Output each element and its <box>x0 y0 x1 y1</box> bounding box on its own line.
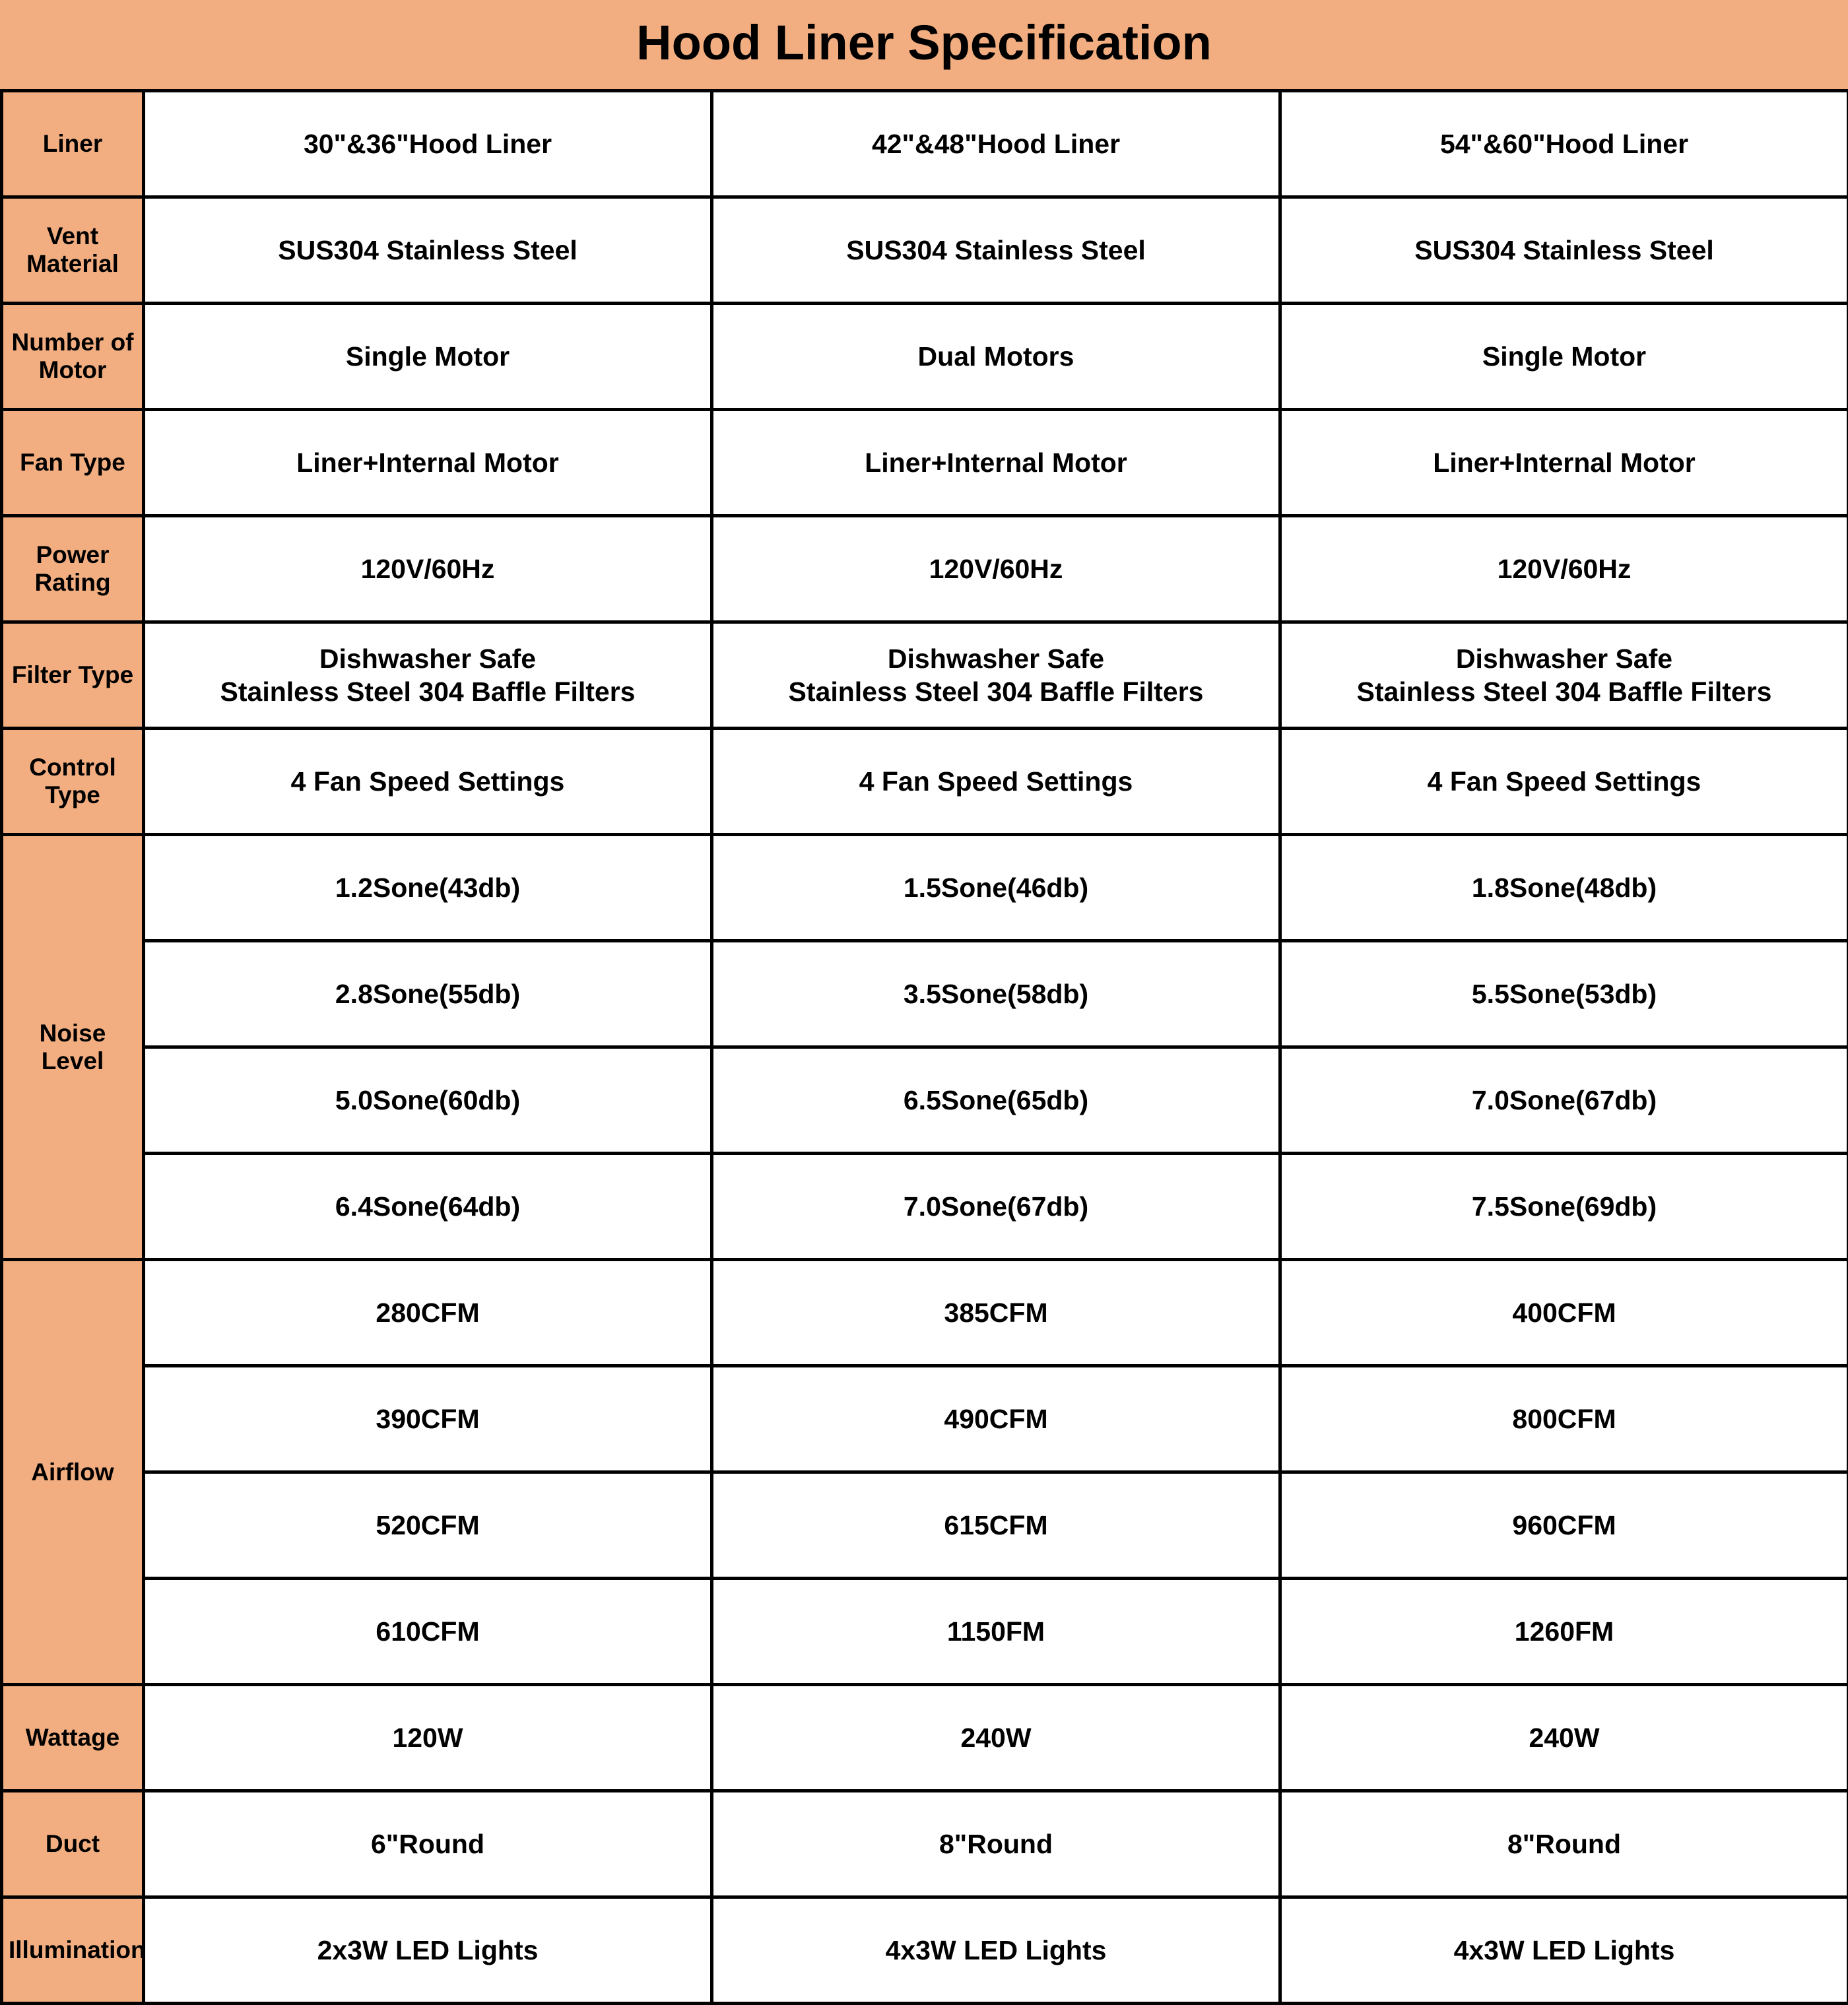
cell-liner-col1: 30"&36"Hood Liner <box>144 91 712 197</box>
cell-noise-3-col3: 7.0Sone(67db) <box>1280 1047 1848 1154</box>
cell-duct-col3: 8"Round <box>1280 1791 1848 1897</box>
cell-filter-type-col2 <box>712 622 1280 729</box>
cell-airflow-1-col3: 400CFM <box>1280 1260 1848 1366</box>
cell-noise-1-col3: 1.8Sone(48db) <box>1280 835 1848 941</box>
filter-type-line2-col2: Stainless Steel 304 Baffle Filters <box>719 675 1273 708</box>
cell-noise-4-col3: 7.5Sone(69db) <box>1280 1154 1848 1260</box>
cell-noise-3-col1: 5.0Sone(60db) <box>144 1047 712 1154</box>
cell-number-of-motor-col3: Single Motor <box>1280 304 1848 410</box>
table-row <box>2 1579 1848 1685</box>
cell-control-type-col2: 4 Fan Speed Settings <box>712 729 1280 835</box>
cell-control-type-col1: 4 Fan Speed Settings <box>144 729 712 835</box>
table-row <box>2 1260 1848 1366</box>
row-label-power-rating: Power Rating <box>2 516 144 622</box>
cell-illumination-col1: 2x3W LED Lights <box>144 1897 712 2004</box>
cell-airflow-3-col3: 960CFM <box>1280 1472 1848 1579</box>
cell-airflow-1-col2: 385CFM <box>712 1260 1280 1366</box>
cell-fan-type-col2: Liner+Internal Motor <box>712 410 1280 516</box>
title-band <box>0 0 1848 89</box>
cell-vent-material-col2: SUS304 Stainless Steel <box>712 197 1280 304</box>
table-row <box>2 1047 1848 1154</box>
table-row <box>2 91 1848 197</box>
cell-noise-2-col3: 5.5Sone(53db) <box>1280 941 1848 1047</box>
cell-fan-type-col3: Liner+Internal Motor <box>1280 410 1848 516</box>
cell-wattage-col3: 240W <box>1280 1685 1848 1791</box>
cell-illumination-col3: 4x3W LED Lights <box>1280 1897 1848 2004</box>
cell-duct-col1: 6"Round <box>144 1791 712 1897</box>
cell-power-rating-col1: 120V/60Hz <box>144 516 712 622</box>
cell-noise-2-col1: 2.8Sone(55db) <box>144 941 712 1047</box>
cell-number-of-motor-col2: Dual Motors <box>712 304 1280 410</box>
cell-power-rating-col2: 120V/60Hz <box>712 516 1280 622</box>
cell-number-of-motor-col1: Single Motor <box>144 304 712 410</box>
cell-wattage-col1: 120W <box>144 1685 712 1791</box>
cell-liner-col2: 42"&48"Hood Liner <box>712 91 1280 197</box>
cell-liner-col3: 54"&60"Hood Liner <box>1280 91 1848 197</box>
filter-type-line1-col2: Dishwasher Safe <box>719 642 1273 675</box>
cell-filter-type-col3 <box>1280 622 1848 729</box>
table-row <box>2 1366 1848 1472</box>
row-label-airflow: Airflow <box>2 1260 144 1685</box>
cell-airflow-4-col1: 610CFM <box>144 1579 712 1685</box>
filter-type-line2-col1: Stainless Steel 304 Baffle Filters <box>150 675 705 708</box>
table-row <box>2 1154 1848 1260</box>
cell-vent-material-col1: SUS304 Stainless Steel <box>144 197 712 304</box>
cell-airflow-2-col1: 390CFM <box>144 1366 712 1472</box>
cell-airflow-3-col2: 615CFM <box>712 1472 1280 1579</box>
filter-type-line1-col3: Dishwasher Safe <box>1287 642 1841 675</box>
row-label-wattage: Wattage <box>2 1685 144 1791</box>
cell-vent-material-col3: SUS304 Stainless Steel <box>1280 197 1848 304</box>
cell-airflow-4-col2: 1150FM <box>712 1579 1280 1685</box>
filter-type-line2-col3: Stainless Steel 304 Baffle Filters <box>1287 675 1841 708</box>
row-label-noise-level: Noise Level <box>2 835 144 1260</box>
cell-fan-type-col1: Liner+Internal Motor <box>144 410 712 516</box>
cell-noise-2-col2: 3.5Sone(58db) <box>712 941 1280 1047</box>
cell-illumination-col2: 4x3W LED Lights <box>712 1897 1280 2004</box>
cell-control-type-col3: 4 Fan Speed Settings <box>1280 729 1848 835</box>
cell-wattage-col2: 240W <box>712 1685 1280 1791</box>
cell-noise-4-col2: 7.0Sone(67db) <box>712 1154 1280 1260</box>
cell-noise-3-col2: 6.5Sone(65db) <box>712 1047 1280 1154</box>
table-row <box>2 1685 1848 1791</box>
cell-noise-1-col1: 1.2Sone(43db) <box>144 835 712 941</box>
row-label-control-type: Control Type <box>2 729 144 835</box>
page-title: Hood Liner Specification <box>636 18 1212 71</box>
cell-duct-col2: 8"Round <box>712 1791 1280 1897</box>
hood-liner-spec-table <box>0 89 1848 2005</box>
row-label-fan-type: Fan Type <box>2 410 144 516</box>
cell-noise-4-col1: 6.4Sone(64db) <box>144 1154 712 1260</box>
table-row <box>2 941 1848 1047</box>
table-row <box>2 1897 1848 2004</box>
table-row <box>2 304 1848 410</box>
cell-airflow-4-col3: 1260FM <box>1280 1579 1848 1685</box>
row-label-duct: Duct <box>2 1791 144 1897</box>
table-row <box>2 410 1848 516</box>
cell-airflow-1-col1: 280CFM <box>144 1260 712 1366</box>
table-row <box>2 622 1848 729</box>
table-row <box>2 835 1848 941</box>
cell-airflow-3-col1: 520CFM <box>144 1472 712 1579</box>
table-row <box>2 729 1848 835</box>
row-label-vent-material: Vent Material <box>2 197 144 304</box>
cell-airflow-2-col3: 800CFM <box>1280 1366 1848 1472</box>
table-row <box>2 516 1848 622</box>
cell-filter-type-col1 <box>144 622 712 729</box>
row-label-number-of-motor: Number of Motor <box>2 304 144 410</box>
filter-type-line1-col1: Dishwasher Safe <box>150 642 705 675</box>
cell-airflow-2-col2: 490CFM <box>712 1366 1280 1472</box>
row-label-illumination: Illumination <box>2 1897 144 2004</box>
cell-noise-1-col2: 1.5Sone(46db) <box>712 835 1280 941</box>
row-label-filter-type: Filter Type <box>2 622 144 729</box>
row-label-liner: Liner <box>2 91 144 197</box>
cell-power-rating-col3: 120V/60Hz <box>1280 516 1848 622</box>
table-row <box>2 197 1848 304</box>
table-row <box>2 1791 1848 1897</box>
table-row <box>2 1472 1848 1579</box>
